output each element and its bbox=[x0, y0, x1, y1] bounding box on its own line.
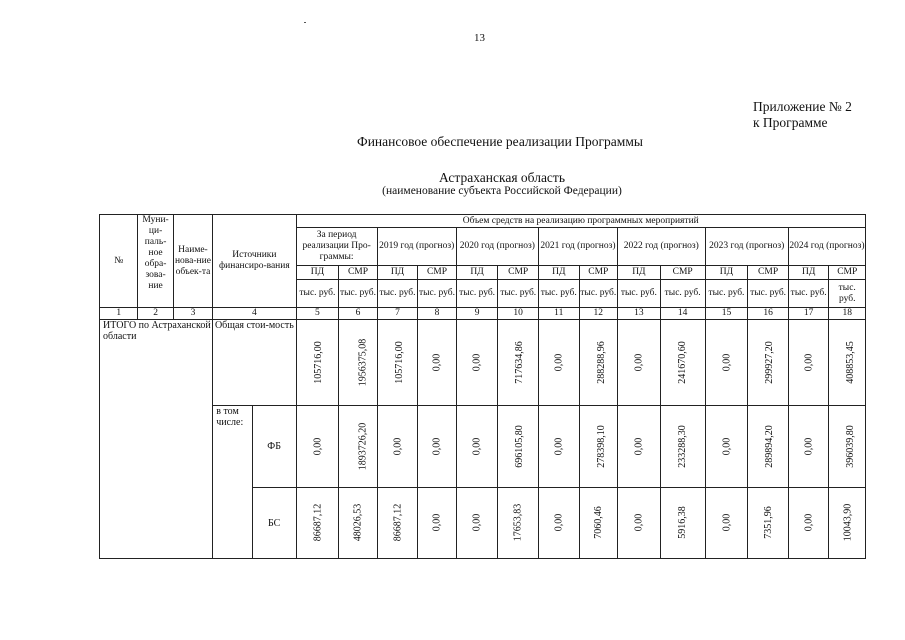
period-2022: 2022 год (прогноз) bbox=[618, 228, 706, 266]
including-label: в том числе: bbox=[213, 406, 253, 559]
column-number: 12 bbox=[579, 308, 617, 320]
region-note: (наименование субъекта Российской Федерации) bbox=[382, 185, 622, 197]
header-municipality: Муни-ци-паль-ное обра-зова-ние bbox=[138, 215, 173, 308]
total-value: 717634,86 bbox=[514, 340, 526, 384]
subheader-pd: ПД bbox=[538, 266, 579, 280]
value-cell bbox=[377, 406, 418, 488]
value-cell bbox=[579, 320, 617, 406]
period-2024: 2024 год (прогноз) bbox=[788, 228, 865, 266]
value-cell bbox=[829, 406, 866, 488]
value-cell bbox=[829, 320, 866, 406]
total-label: ИТОГО по Астраханской области bbox=[100, 320, 213, 559]
value-cell bbox=[418, 406, 456, 488]
bs-value: 86687,12 bbox=[311, 503, 323, 542]
total-value: 0,00 bbox=[553, 353, 565, 371]
bs-value: 0,00 bbox=[803, 513, 815, 532]
bs-value: 0,00 bbox=[633, 513, 645, 532]
fb-value: 0,00 bbox=[553, 437, 565, 455]
column-number: 9 bbox=[456, 308, 498, 320]
header-sources: Источники финансиро-вания bbox=[213, 215, 296, 308]
bs-value: 0,00 bbox=[720, 513, 732, 532]
subheader-pd: ПД bbox=[456, 266, 498, 280]
document-title: Финансовое обеспечение реализации Программы bbox=[357, 134, 643, 149]
fb-value: 0,00 bbox=[311, 437, 323, 455]
total-value: 0,00 bbox=[633, 353, 645, 371]
value-cell bbox=[456, 320, 498, 406]
value-cell bbox=[829, 488, 866, 559]
region-name: Астраханская область bbox=[439, 170, 565, 185]
value-cell bbox=[339, 488, 377, 559]
bs-value: 7060,46 bbox=[592, 506, 604, 539]
column-number: 1 bbox=[100, 308, 138, 320]
unit-label: тыс. руб. bbox=[498, 280, 539, 308]
column-number: 5 bbox=[296, 308, 339, 320]
bs-value: 86687,12 bbox=[391, 503, 403, 542]
fb-value: 0,00 bbox=[391, 437, 403, 455]
subheader-smr: СМР bbox=[418, 266, 456, 280]
unit-label: тыс. руб. bbox=[660, 280, 705, 308]
value-cell bbox=[579, 488, 617, 559]
value-cell bbox=[296, 320, 339, 406]
subheader-pd: ПД bbox=[296, 266, 339, 280]
total-value: 299927,20 bbox=[764, 340, 776, 384]
value-cell bbox=[788, 406, 829, 488]
unit-label: тыс. руб. bbox=[296, 280, 339, 308]
value-cell bbox=[296, 488, 339, 559]
value-cell bbox=[705, 406, 748, 488]
unit-label: тыс. руб. bbox=[579, 280, 617, 308]
unit-label: тыс. руб. bbox=[418, 280, 456, 308]
period-2023: 2023 год (прогноз) bbox=[705, 228, 788, 266]
total-value: 0,00 bbox=[431, 353, 443, 371]
appendix-line-2: к Программе bbox=[753, 115, 828, 130]
bs-value: 17653,83 bbox=[512, 503, 524, 542]
column-number: 2 bbox=[138, 308, 173, 320]
column-number: 3 bbox=[173, 308, 213, 320]
unit-label: тыс. руб. bbox=[748, 280, 789, 308]
value-cell bbox=[660, 406, 705, 488]
value-cell bbox=[618, 406, 661, 488]
subheader-pd: ПД bbox=[618, 266, 661, 280]
value-cell bbox=[788, 320, 829, 406]
total-value: 105716,00 bbox=[393, 340, 405, 384]
value-cell bbox=[339, 320, 377, 406]
period-total: За период реализации Про-граммы: bbox=[296, 228, 377, 266]
value-cell bbox=[705, 488, 748, 559]
total-value: 288288,96 bbox=[595, 340, 607, 384]
column-number: 18 bbox=[829, 308, 866, 320]
unit-label: тыс. руб. bbox=[377, 280, 418, 308]
source-total-cost: Общая стои-мость bbox=[213, 320, 296, 406]
page-number: 13 bbox=[474, 32, 485, 44]
value-cell bbox=[456, 406, 498, 488]
value-cell bbox=[748, 406, 789, 488]
bs-value: 0,00 bbox=[471, 513, 483, 532]
period-2020: 2020 год (прогноз) bbox=[456, 228, 538, 266]
value-cell bbox=[498, 406, 539, 488]
fb-value: 0,00 bbox=[471, 437, 483, 455]
value-cell bbox=[377, 488, 418, 559]
unit-label: тыс. руб. bbox=[538, 280, 579, 308]
value-cell bbox=[660, 320, 705, 406]
total-value: 105716,00 bbox=[312, 340, 324, 384]
value-cell bbox=[618, 320, 661, 406]
value-cell bbox=[498, 488, 539, 559]
subheader-smr: СМР bbox=[498, 266, 539, 280]
header-object: Наиме-нова-ние объек-та bbox=[173, 215, 213, 308]
bs-value: 48026,53 bbox=[352, 503, 364, 542]
header-no: № bbox=[100, 215, 138, 308]
subheader-pd: ПД bbox=[705, 266, 748, 280]
bs-value: 7351,96 bbox=[762, 506, 774, 539]
bs-value: 5916,38 bbox=[677, 506, 689, 539]
column-number: 6 bbox=[339, 308, 377, 320]
total-value: 1956375,08 bbox=[357, 338, 369, 386]
appendix-label bbox=[753, 99, 852, 131]
bs-value: 0,00 bbox=[553, 513, 565, 532]
value-cell bbox=[538, 406, 579, 488]
value-cell bbox=[538, 488, 579, 559]
fb-value: 696105,80 bbox=[514, 424, 526, 468]
appendix-line-1: Приложение № 2 bbox=[753, 99, 852, 114]
unit-label: тыс. руб. bbox=[339, 280, 377, 308]
column-number: 14 bbox=[660, 308, 705, 320]
value-cell bbox=[377, 320, 418, 406]
column-number: 16 bbox=[748, 308, 789, 320]
fb-value: 289894,20 bbox=[764, 424, 776, 468]
total-value: 408853,45 bbox=[845, 340, 857, 384]
source-bs: БС bbox=[252, 488, 296, 559]
bs-value: 10043,90 bbox=[842, 503, 854, 542]
fb-value: 0,00 bbox=[803, 437, 815, 455]
subheader-smr: СМР bbox=[660, 266, 705, 280]
value-cell bbox=[618, 488, 661, 559]
value-cell bbox=[538, 320, 579, 406]
subheader-pd: ПД bbox=[788, 266, 829, 280]
unit-label: тыс. руб. bbox=[456, 280, 498, 308]
fb-value: 233288,30 bbox=[677, 424, 689, 468]
fb-value: 396039,80 bbox=[845, 424, 857, 468]
scan-speck bbox=[304, 22, 306, 23]
unit-label: тыс. руб. bbox=[618, 280, 661, 308]
total-value: 0,00 bbox=[720, 353, 732, 371]
value-cell bbox=[418, 488, 456, 559]
total-value: 0,00 bbox=[471, 353, 483, 371]
fb-value: 0,00 bbox=[633, 437, 645, 455]
value-cell bbox=[705, 320, 748, 406]
total-value: 0,00 bbox=[803, 353, 815, 371]
source-fb: ФБ bbox=[252, 406, 296, 488]
value-cell bbox=[660, 488, 705, 559]
subheader-smr: СМР bbox=[579, 266, 617, 280]
bs-value: 0,00 bbox=[431, 513, 443, 532]
value-cell bbox=[748, 488, 789, 559]
unit-label: тыс. руб. bbox=[829, 280, 866, 308]
column-number: 10 bbox=[498, 308, 539, 320]
fb-value: 278398,10 bbox=[595, 424, 607, 468]
value-cell bbox=[339, 406, 377, 488]
fb-value: 0,00 bbox=[720, 437, 732, 455]
value-cell bbox=[579, 406, 617, 488]
unit-label: тыс. руб. bbox=[788, 280, 829, 308]
column-number: 17 bbox=[788, 308, 829, 320]
value-cell bbox=[788, 488, 829, 559]
value-cell bbox=[418, 320, 456, 406]
column-number: 7 bbox=[377, 308, 418, 320]
fb-value: 1893726,20 bbox=[357, 422, 369, 470]
total-value: 241670,60 bbox=[677, 340, 689, 384]
column-number: 11 bbox=[538, 308, 579, 320]
value-cell bbox=[296, 406, 339, 488]
column-number: 8 bbox=[418, 308, 456, 320]
value-cell bbox=[748, 320, 789, 406]
period-2019: 2019 год (прогноз) bbox=[377, 228, 456, 266]
subheader-smr: СМР bbox=[748, 266, 789, 280]
column-number: 13 bbox=[618, 308, 661, 320]
header-volume: Объем средств на реализацию программных мероприятий bbox=[296, 215, 865, 228]
fb-value: 0,00 bbox=[431, 437, 443, 455]
column-number: 4 bbox=[213, 308, 296, 320]
value-cell bbox=[498, 320, 539, 406]
value-cell bbox=[456, 488, 498, 559]
subheader-smr: СМР bbox=[829, 266, 866, 280]
column-number: 15 bbox=[705, 308, 748, 320]
financing-table bbox=[99, 214, 866, 559]
subheader-smr: СМР bbox=[339, 266, 377, 280]
unit-label: тыс. руб. bbox=[705, 280, 748, 308]
period-2021: 2021 год (прогноз) bbox=[538, 228, 617, 266]
subheader-pd: ПД bbox=[377, 266, 418, 280]
